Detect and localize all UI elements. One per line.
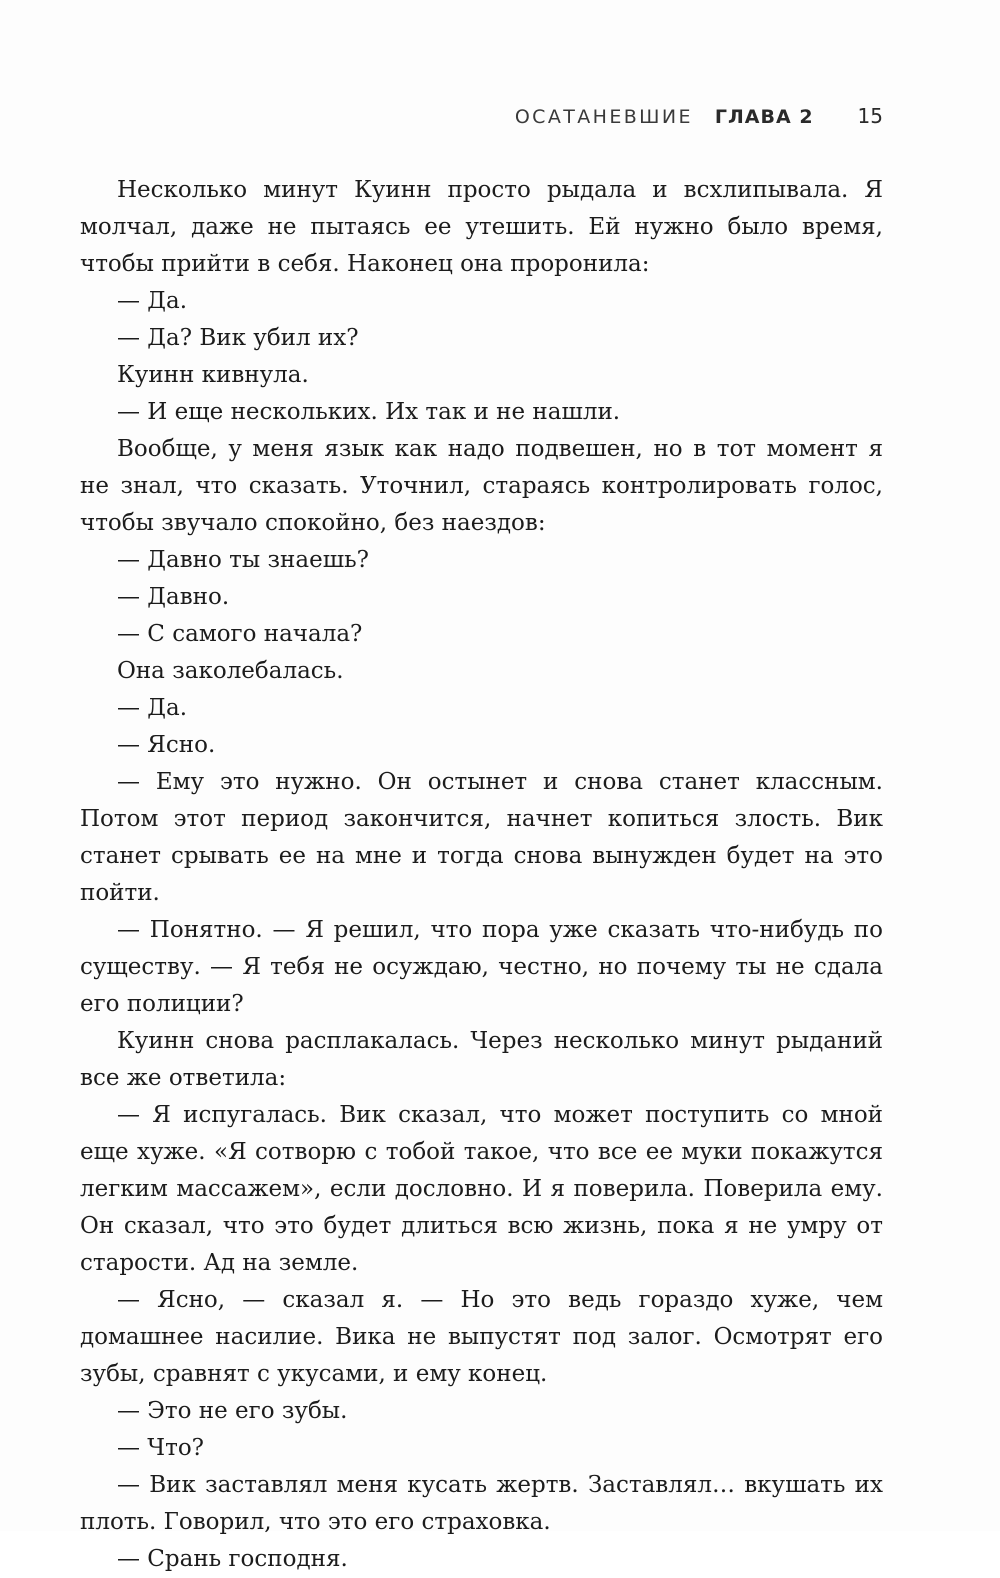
paragraph: — С самого начала? [117, 621, 363, 647]
paragraph: — Ясно, — сказал я. — Но это ведь гораздо хуже, чем домашнее насилие. Вика не выпустят под залог. Осмотрят его зубы, сравнят с укусами, и ему конец. [80, 1287, 883, 1387]
running-header [515, 104, 883, 128]
paragraph: — Давно. [117, 584, 230, 610]
paragraph: — И еще нескольких. Их так и не нашли. [117, 399, 621, 425]
series-title: ОСАТАНЕВШИЕ [514, 106, 693, 128]
paragraph: — Я испугалась. Вик сказал, что может поступить со мной еще хуже. «Я сотворю с тобой такое, что все ее муки покажутся легким массажем», если дословно. И я поверила. Поверила ему. Он сказал, что это будет длиться всю жизнь, пока я не умру от старости. Ад на земле. [80, 1102, 883, 1276]
paragraph: — Ясно. [117, 732, 216, 758]
paragraph: — Да. [117, 695, 188, 721]
paragraph: — Да. [117, 288, 188, 314]
paragraph: — Это не его зубы. [117, 1398, 348, 1424]
paragraph: — Ему это нужно. Он остынет и снова станет классным. Потом этот период закончится, начнет копиться злость. Вик станет срывать ее на мне и тогда снова вынужден будет на это пойти. [80, 769, 883, 906]
paragraph: Вообще, у меня язык как надо подвешен, но в тот момент я не знал, что сказать. Уточнил, стараясь контролировать голос, чтобы звучало спокойно, без наездов: [80, 436, 883, 536]
paragraph: Куинн кивнула. [117, 362, 309, 388]
page-number: 15 [857, 104, 883, 128]
body-text [80, 172, 883, 1578]
paragraph: — Вик заставлял меня кусать жертв. Заставлял… вкушать их плоть. Говорил, что это его страховка. [80, 1472, 883, 1535]
paragraph: — Давно ты знаешь? [117, 547, 369, 573]
paragraph: Куинн снова расплакалась. Через несколько минут рыданий все же ответила: [80, 1028, 883, 1091]
paragraph: — Да? Вик убил их? [117, 325, 359, 351]
paragraph: Она заколебалась. [117, 658, 344, 684]
paragraph: — Срань господня. [117, 1546, 348, 1572]
paragraph: — Что? [117, 1435, 204, 1461]
paragraph: Несколько минут Куинн просто рыдала и всхлипывала. Я молчал, даже не пытаясь ее утешить. Ей нужно было время, чтобы прийти в себя. Наконец она проронила: [80, 177, 883, 277]
paragraph: — Понятно. — Я решил, что пора уже сказать что-нибудь по существу. — Я тебя не осуждаю, честно, но почему ты не сдала его полиции? [80, 917, 883, 1017]
chapter-label: ГЛАВА 2 [714, 106, 814, 128]
